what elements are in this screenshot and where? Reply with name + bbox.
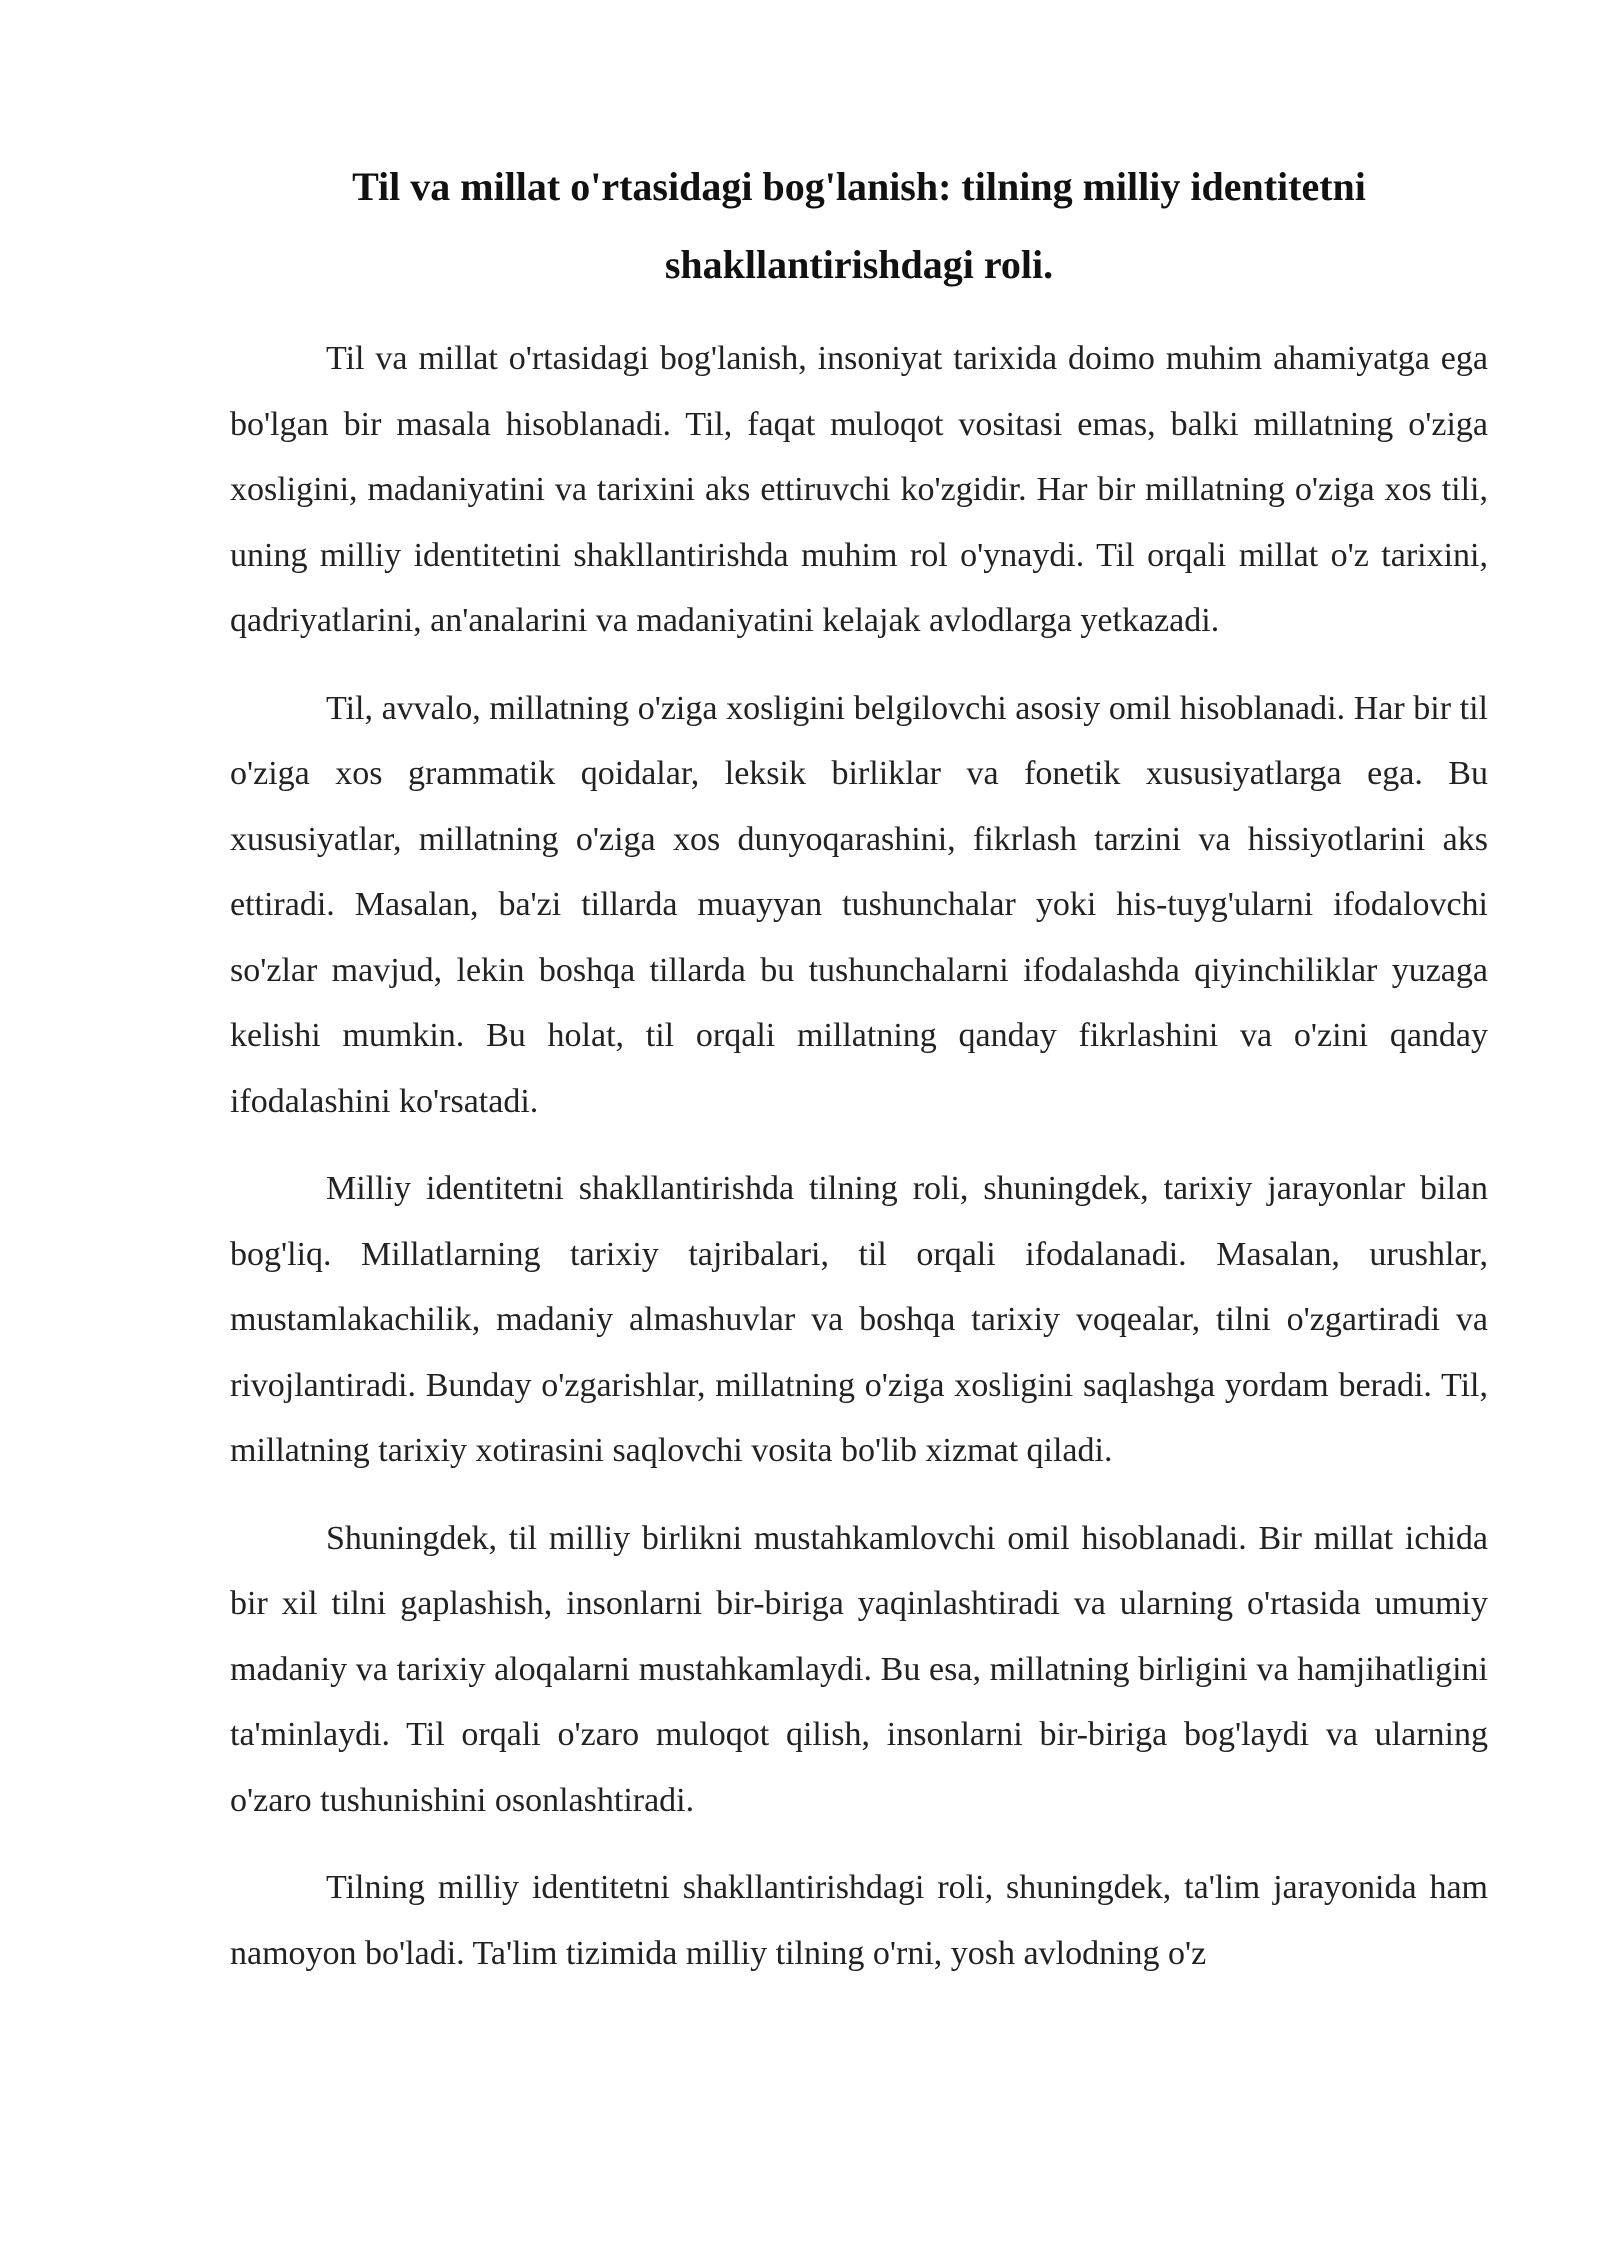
paragraph-2: Til, avvalo, millatning o'ziga xosligini belgilovchi asosiy omil hisoblanadi. Har bir til o'ziga xos grammatik qoidalar, leksik birliklar va fonetik xususiyatlarga ega. Bu xususiyatlar, millatning o'ziga xos dunyoqarashini, fikrlash tarzini va hissiyotlarini aks ettiradi. Masalan, ba'zi tillarda muayyan tushunchalar yoki his-tuyg'ularni ifodalovchi so'zlar mavjud, lekin boshqa tillarda bu tushunchalarni ifodalashda qiyinchiliklar yuzaga kelishi mumkin. Bu holat, til orqali millatning qanday fikrlashini va o'zini qanday ifodalashini ko'rsatadi. bbox=[230, 689, 1488, 1120]
document-title: Til va millat o'rtasidagi bog'lanish: tilning milliy identitetni shakllantirishdagi roli. bbox=[352, 164, 1366, 287]
paragraph-1: Til va millat o'rtasidagi bog'lanish, insoniyat tarixida doimo muhim ahamiyatga ega bo'lgan bir masala hisoblanadi. Til, faqat muloqot vositasi emas, balki millatning o'ziga xosligini, madaniyatini va tarixini aks ettiruvchi ko'zgidir. Har bir millatning o'ziga xos tili, uning milliy identitetini shakllantirishda muhim rol o'ynaydi. Til orqali millat o'z tarixini, qadriyatlarini, an'analarini va madaniyatini kelajak avlodlarga yetkazadi. bbox=[230, 340, 1488, 639]
document-body bbox=[230, 148, 1488, 2008]
paragraph-3: Milliy identitetni shakllantirishda tilning roli, shuningdek, tarixiy jarayonlar bilan bog'liq. Millatlarning tarixiy tajribalari, til orqali ifodalanadi. Masalan, urushlar, mustamlakachilik, madaniy almashuvlar va boshqa tarixiy voqealar, tilni o'zgartiradi va rivojlantiradi. Bunday o'zgarishlar, millatning o'ziga xosligini saqlashga yordam beradi. Til, millatning tarixiy xotirasini saqlovchi vosita bo'lib xizmat qiladi. bbox=[230, 1170, 1488, 1469]
paragraph-5: Tilning milliy identitetni shakllantirishdagi roli, shuningdek, ta'lim jarayonida ham namoyon bo'ladi. Ta'lim tizimida milliy tilning o'rni, yosh avlodning o'z bbox=[230, 1869, 1488, 1972]
paragraph-4: Shuningdek, til milliy birlikni mustahkamlovchi omil hisoblanadi. Bir millat ichida bir xil tilni gaplashish, insonlarni bir-biriga yaqinlashtiradi va ularning o'rtasida umumiy madaniy va tarixiy aloqalarni mustahkamlaydi. Bu esa, millatning birligini va hamjihatligini ta'minlaydi. Til orqali o'zaro muloqot qilish, insonlarni bir-biriga bog'laydi va ularning o'zaro tushunishini osonlashtiradi. bbox=[230, 1519, 1488, 1819]
